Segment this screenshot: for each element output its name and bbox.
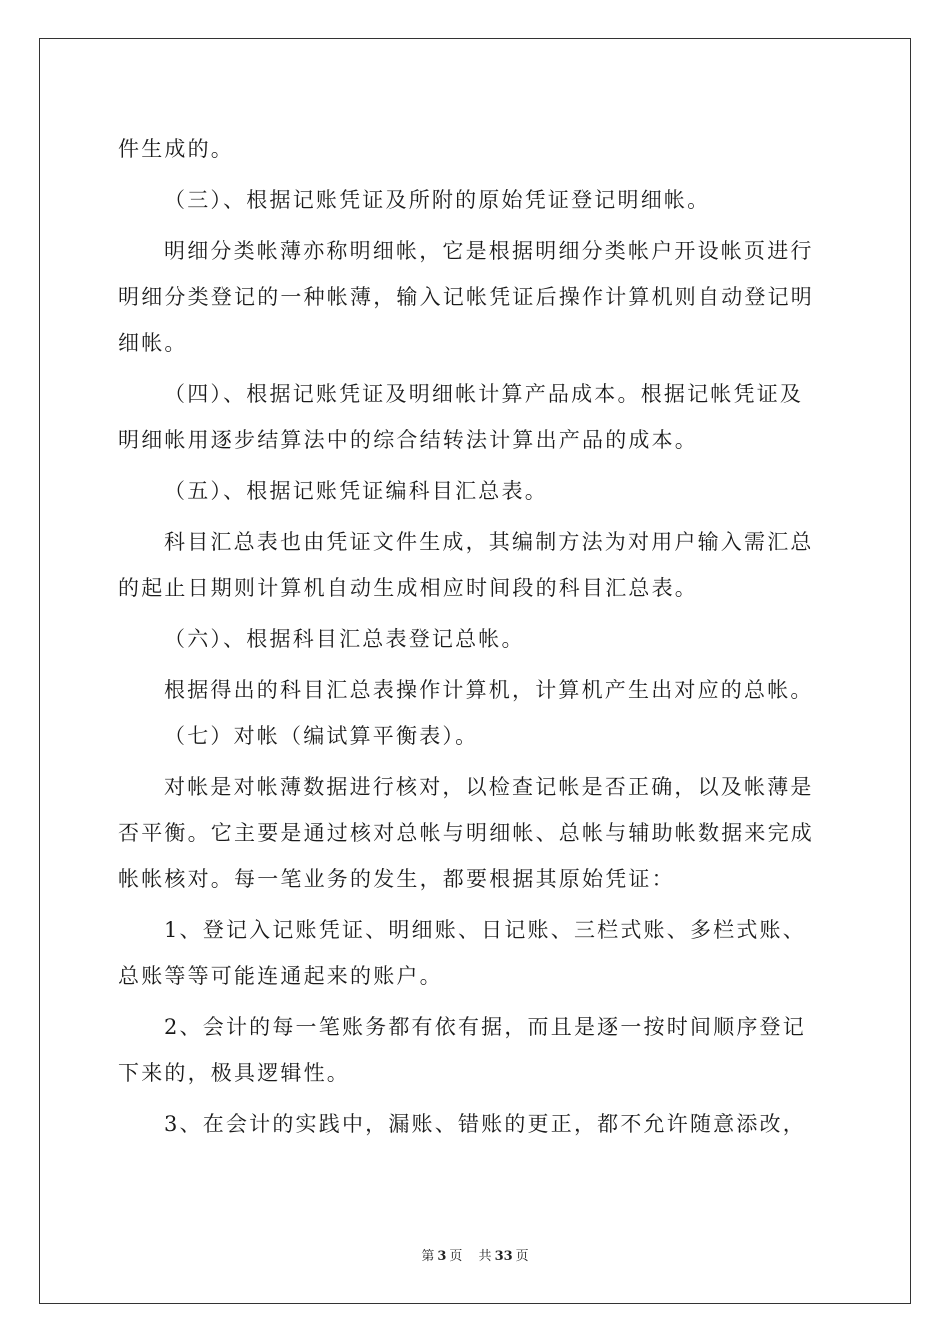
page-footer [0, 1245, 950, 1264]
section-heading: （四）、根据记账凭证及明细帐计算产品成本。根据记帐凭证及 [164, 382, 804, 406]
text-line: 细帐。 [118, 331, 188, 355]
text-line: 总账等等可能连通起来的账户。 [118, 964, 443, 988]
document-body [118, 126, 838, 1147]
total-prefix: 共 [478, 1249, 492, 1264]
text-line: 明细分类帐薄亦称明细帐，它是根据明细分类帐户开设帐页进行 [164, 239, 814, 263]
text-line: 科目汇总表也由凭证文件生成，其编制方法为对用户输入需汇总 [164, 530, 814, 554]
text-line: 否平衡。它主要是通过核对总帐与明细帐、总帐与辅助帐数据来完成 [118, 821, 814, 845]
section-heading: （三）、根据记账凭证及所附的原始凭证登记明细帐。 [164, 188, 711, 212]
page-indicator [418, 1249, 465, 1264]
section-heading: （六）、根据科目汇总表登记总帐。 [164, 627, 525, 651]
text-line: 的起止日期则计算机自动生成相应时间段的科目汇总表。 [118, 576, 698, 600]
text-line: 帐帐核对。每一笔业务的发生，都要根据其原始凭证： [118, 867, 675, 891]
total-indicator [476, 1249, 532, 1264]
text-line: 明细分类登记的一种帐薄，输入记帐凭证后操作计算机则自动登记明 [118, 285, 814, 309]
section-heading: （五）、根据记账凭证编科目汇总表。 [164, 479, 548, 503]
text-line: 下来的，极具逻辑性。 [118, 1061, 350, 1085]
section-heading: （七）对帐（编试算平衡表）。 [164, 724, 479, 748]
list-item: 2、会计的每一笔账务都有依有据，而且是逐一按时间顺序登记 [164, 1015, 806, 1039]
text-line: 明细帐用逐步结算法中的综合结转法计算出产品的成本。 [118, 428, 698, 452]
text-line: 件生成的。 [118, 137, 234, 161]
total-pages: 33 [494, 1249, 513, 1264]
text-line: 根据得出的科目汇总表操作计算机，计算机产生出对应的总帐。 [164, 678, 814, 702]
page-prefix: 第 [421, 1249, 435, 1264]
page-suffix: 页 [449, 1249, 463, 1264]
text-line: 对帐是对帐薄数据进行核对，以检查记帐是否正确，以及帐薄是 [164, 775, 814, 799]
list-item: 3、在会计的实践中，漏账、错账的更正，都不允许随意添改， [164, 1112, 806, 1136]
page-number: 3 [437, 1249, 447, 1264]
list-item: 1、登记入记账凭证、明细账、日记账、三栏式账、多栏式账、 [164, 918, 806, 942]
total-suffix: 页 [515, 1249, 529, 1264]
